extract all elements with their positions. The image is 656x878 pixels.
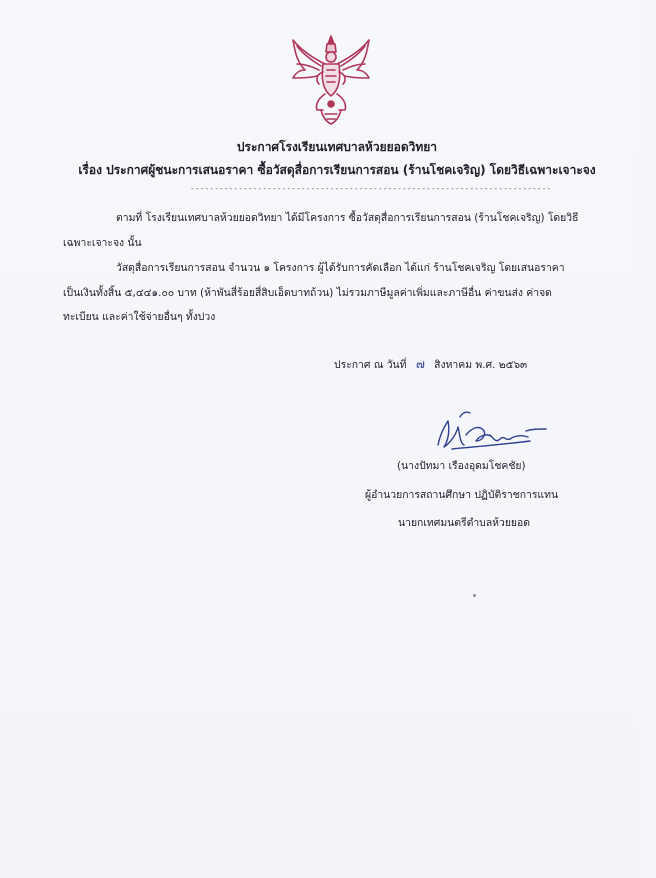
announcement-date-month-year: สิงหาคม พ.ศ. ๒๕๖๓ [434, 359, 528, 371]
signatory-name: (นางปัทมา เรืองอุดมโชคชัย) [397, 460, 526, 472]
garuda-emblem-icon [287, 34, 375, 126]
announcement-date-prefix: ประกาศ ณ วันที่ [334, 359, 407, 371]
paragraph-1-line-1: ตามที่ โรงเรียนเทศบาลห้วยยอดวิทยา ได้มีโครงการ ซื้อวัสดุสื่อการเรียนการสอน (ร้านโชคเจริญ) โดยวิธี [116, 212, 579, 224]
announcement-date-day: ๗ [415, 357, 425, 371]
paragraph-2-line-2: เป็นเงินทั้งสิ้น ๕,๔๔๑.๐๐ บาท (ห้าพันสี่ร้อยสี่สิบเอ็ดบาทถ้วน) ไม่รวมภาษีมูลค่าเพิ่มและภาษีอื่น ค่าขนส่ง ค่าจด [63, 287, 552, 299]
announcement-title: ประกาศโรงเรียนเทศบาลห้วยยอดวิทยา [236, 140, 438, 154]
paragraph-2-line-1: วัสดุสื่อการเรียนการสอน จำนวน ๑ โครงการ ผู้ได้รับการคัดเลือก ได้แก่ ร้านโชคเจริญ โดยเสนอราคา [116, 262, 565, 274]
paper-speck [473, 594, 476, 597]
signatory-position-2: นายกเทศมนตรีตำบลห้วยยอด [398, 517, 530, 529]
announcement-date [334, 357, 527, 372]
paragraph-1-line-2: เฉพาะเจาะจง นั้น [63, 237, 142, 249]
handwritten-signature-icon [430, 405, 550, 455]
divider-line: --------------------------------------------------------------------------- [190, 184, 552, 193]
paragraph-2-line-3: ทะเบียน และค่าใช้จ่ายอื่นๆ ทั้งปวง [63, 311, 216, 323]
announcement-subject: เรื่อง ประกาศผู้ชนะการเสนอราคา ซื้อวัสดุสื่อการเรียนการสอน (ร้านโชคเจริญ) โดยวิธีเฉพาะเจาะจง [78, 163, 596, 177]
signatory-position-1: ผู้อำนวยการสถานศึกษา ปฏิบัติราชการแทน [365, 489, 559, 501]
